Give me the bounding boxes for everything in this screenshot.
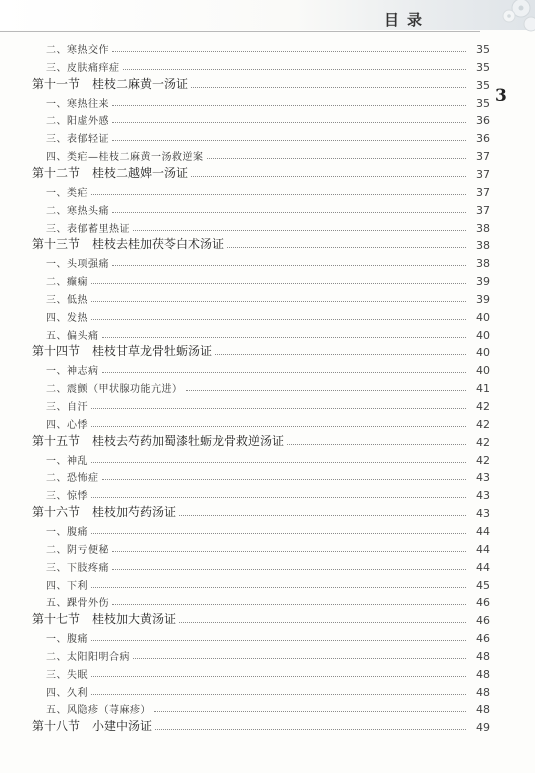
- dot-leader: [179, 514, 466, 516]
- toc-entry-page: 42: [476, 435, 490, 449]
- dot-leader: [112, 121, 466, 123]
- toc-entry-label: 二、恐怖症: [46, 473, 99, 485]
- toc-entry-page: 44: [476, 560, 490, 574]
- toc-entry-label: 二、太阳阳明合病: [46, 651, 130, 663]
- toc-entry-label: 三、皮肤痛痒症: [46, 62, 120, 74]
- dot-leader: [215, 353, 466, 355]
- toc-entry-page: 35: [476, 96, 490, 110]
- toc-entry-page: 49: [476, 721, 490, 735]
- toc-entry-label: 第十八节 小建中汤证: [32, 719, 153, 734]
- toc-item-row: [0, 415, 490, 431]
- toc-section-row: [0, 236, 490, 252]
- toc-entry-page: 37: [476, 167, 490, 181]
- toc-entry-label: 一、腹痛: [46, 526, 88, 538]
- dot-leader: [112, 550, 466, 552]
- dot-leader: [112, 603, 466, 605]
- toc-entry-page: 45: [476, 578, 490, 592]
- toc-item-row: [0, 486, 490, 502]
- toc-entry-page: 41: [476, 382, 490, 396]
- dot-leader: [186, 389, 467, 391]
- toc-entry-label: 一、类疟: [46, 187, 88, 199]
- toc-entry-label: 四、心悸: [46, 419, 88, 431]
- toc-entry-label: 一、神乱: [46, 455, 88, 467]
- toc-entry-page: 40: [476, 346, 490, 360]
- toc-section-row: [0, 433, 490, 449]
- toc-entry-page: 39: [476, 275, 490, 289]
- toc-entry-label: 三、失眠: [46, 669, 88, 681]
- dot-leader: [102, 336, 467, 338]
- toc-entry-label: 三、自汗: [46, 402, 88, 413]
- toc-item-row: [0, 183, 490, 199]
- dot-leader: [91, 318, 466, 320]
- toc-entry-label: 第十二节 桂枝二越婢一汤证: [32, 165, 189, 180]
- toc-item-row: [0, 129, 490, 145]
- toc-entry-label: 三、表郁蓄里热证: [46, 223, 130, 235]
- toc-entry-label: 五、踝骨外伤: [46, 598, 109, 610]
- dot-leader: [112, 50, 466, 52]
- toc-entry-page: 48: [476, 667, 490, 681]
- dot-leader: [91, 496, 466, 498]
- toc-entry-page: 46: [476, 632, 490, 646]
- toc-entry-label: 三、表郁轻证: [46, 134, 109, 146]
- toc-entry-label: 三、低热: [46, 294, 88, 306]
- dot-leader: [91, 693, 466, 695]
- dot-leader: [133, 229, 466, 231]
- toc-entry-page: 40: [476, 328, 490, 342]
- toc-entry-label: 二、阳虚外感: [46, 116, 109, 128]
- toc-item-row: [0, 576, 490, 592]
- toc-section-row: [0, 718, 490, 734]
- dot-leader: [191, 86, 466, 88]
- dot-leader: [112, 568, 466, 570]
- dot-leader: [91, 461, 466, 463]
- toc-entry-page: 39: [476, 292, 490, 306]
- toc-item-row: [0, 468, 490, 484]
- toc-entry-page: 38: [476, 221, 490, 235]
- toc-entry-page: 35: [476, 78, 490, 92]
- toc-item-row: [0, 361, 490, 377]
- dot-leader: [207, 157, 467, 159]
- dot-leader: [112, 264, 466, 266]
- toc-section-row: [0, 343, 490, 359]
- toc-item-row: [0, 94, 490, 110]
- toc-entry-page: 42: [476, 400, 490, 413]
- toc-item-row: [0, 683, 490, 699]
- toc-item-row: [0, 629, 490, 645]
- header-divider: [0, 31, 480, 32]
- toc-item-row: [0, 558, 490, 574]
- toc-entry-label: 五、偏头痛: [46, 330, 99, 342]
- toc-entry-label: 一、腹痛: [46, 634, 88, 646]
- toc-entry-page: 43: [476, 507, 490, 521]
- toc-entry-page: 44: [476, 542, 490, 556]
- toc-item-row: [0, 219, 490, 235]
- dot-leader: [91, 532, 466, 534]
- toc-entry-page: 35: [476, 43, 490, 56]
- toc-entry-page: 44: [476, 524, 490, 538]
- toc-entry-label: 四、发热: [46, 312, 88, 324]
- toc-entry-label: 四、久利: [46, 687, 88, 699]
- dot-leader: [112, 211, 466, 213]
- dot-leader: [91, 425, 466, 427]
- toc-item-row: [0, 308, 490, 324]
- toc-item-row: [0, 522, 490, 538]
- dot-leader: [91, 675, 466, 677]
- toc-entry-page: 38: [476, 239, 490, 253]
- toc-section-row: [0, 165, 490, 181]
- page-title: 目录: [384, 11, 431, 29]
- toc-entry-page: 36: [476, 132, 490, 146]
- toc-entry-page: 40: [476, 310, 490, 324]
- toc-item-row: [0, 593, 490, 609]
- toc-section-row: [0, 76, 490, 92]
- toc-item-row: [0, 451, 490, 467]
- toc-section-row: [0, 611, 490, 627]
- toc-entry-page: 42: [476, 417, 490, 431]
- toc-item-row: [0, 40, 490, 56]
- dot-leader: [154, 710, 466, 712]
- dot-leader: [112, 139, 466, 141]
- dot-leader: [102, 478, 467, 480]
- dot-leader: [179, 621, 466, 623]
- toc-entry-page: 48: [476, 649, 490, 663]
- toc-entry-label: 二、震颤（甲状腺功能亢进）: [46, 384, 183, 396]
- toc-entry-page: 43: [476, 489, 490, 503]
- toc-item-row: [0, 700, 490, 716]
- dot-leader: [91, 586, 466, 588]
- toc-entry-page: 43: [476, 471, 490, 485]
- toc-entry-label: 三、下肢疼痛: [46, 562, 109, 574]
- toc-entry-label: 二、寒热交作: [46, 45, 109, 56]
- toc-entry-label: 第十四节 桂枝甘草龙骨牡蛎汤证: [32, 344, 213, 359]
- toc-item-row: [0, 379, 490, 395]
- dot-leader: [102, 371, 467, 373]
- toc-entry-page: 42: [476, 453, 490, 467]
- toc-item-row: [0, 540, 490, 556]
- toc-entry-label: 四、类疟—桂枝二麻黄一汤救逆案: [46, 152, 204, 164]
- toc-entry-page: 48: [476, 703, 490, 717]
- toc-entry-page: 48: [476, 685, 490, 699]
- toc-item-row: [0, 665, 490, 681]
- dot-leader: [112, 104, 466, 106]
- dot-leader: [91, 193, 466, 195]
- toc-entry-label: 四、下利: [46, 580, 88, 592]
- header-band: [0, 0, 535, 30]
- dot-leader: [91, 639, 466, 641]
- dot-leader: [227, 246, 466, 248]
- toc-entry-label: 第十三节 桂枝去桂加茯苓白术汤证: [32, 237, 225, 252]
- toc-item-row: [0, 147, 490, 163]
- toc-entry-label: 一、寒热往来: [46, 98, 109, 110]
- toc-entry-label: 第十七节 桂枝加大黄汤证: [32, 612, 177, 627]
- toc-entry-label: 第十一节 桂枝二麻黄一汤证: [32, 76, 189, 91]
- dot-leader: [191, 175, 466, 177]
- toc-item-row: [0, 254, 490, 270]
- toc-entry-page: 38: [476, 257, 490, 271]
- toc-entry-page: 46: [476, 614, 490, 628]
- toc-entry-page: 37: [476, 185, 490, 199]
- page-number: 3: [495, 86, 507, 106]
- dot-leader: [133, 657, 466, 659]
- dot-leader: [287, 443, 466, 445]
- toc-entry-page: 35: [476, 60, 490, 74]
- dot-leader: [91, 300, 466, 302]
- toc-entry-label: 二、寒热头痛: [46, 205, 109, 217]
- toc-item-row: [0, 326, 490, 342]
- toc-entry-label: 三、惊悸: [46, 491, 88, 503]
- toc-item-row: [0, 290, 490, 306]
- toc-entry-page: 46: [476, 596, 490, 610]
- toc-entry-label: 一、头项强痛: [46, 259, 109, 271]
- toc-entry-page: 36: [476, 114, 490, 128]
- toc-item-row: [0, 201, 490, 217]
- toc-item-row: [0, 58, 490, 74]
- toc-entry-page: 37: [476, 150, 490, 164]
- toc-entry-label: 第十五节 桂枝去芍药加蜀漆牡蛎龙骨救逆汤证: [32, 433, 285, 448]
- toc-entry-label: 二、癫痫: [46, 277, 88, 289]
- dot-leader: [91, 282, 466, 284]
- dot-leader: [91, 407, 466, 409]
- toc-entry-page: 40: [476, 364, 490, 378]
- flower-decoration-icon: [471, 0, 535, 44]
- toc-entry-label: 一、神志病: [46, 366, 99, 378]
- toc-item-row: [0, 397, 490, 413]
- toc-item-row: [0, 272, 490, 288]
- toc-item-row: [0, 647, 490, 663]
- toc-entry-label: 第十六节 桂枝加芍药汤证: [32, 505, 177, 520]
- dot-leader: [123, 68, 467, 70]
- toc-entry-label: 二、阴亏便秘: [46, 544, 109, 556]
- toc-section-row: [0, 504, 490, 520]
- toc-entry-page: 37: [476, 203, 490, 217]
- toc-item-row: [0, 111, 490, 127]
- dot-leader: [155, 728, 466, 730]
- toc-entry-label: 五、风隐疹（荨麻疹）: [46, 705, 151, 717]
